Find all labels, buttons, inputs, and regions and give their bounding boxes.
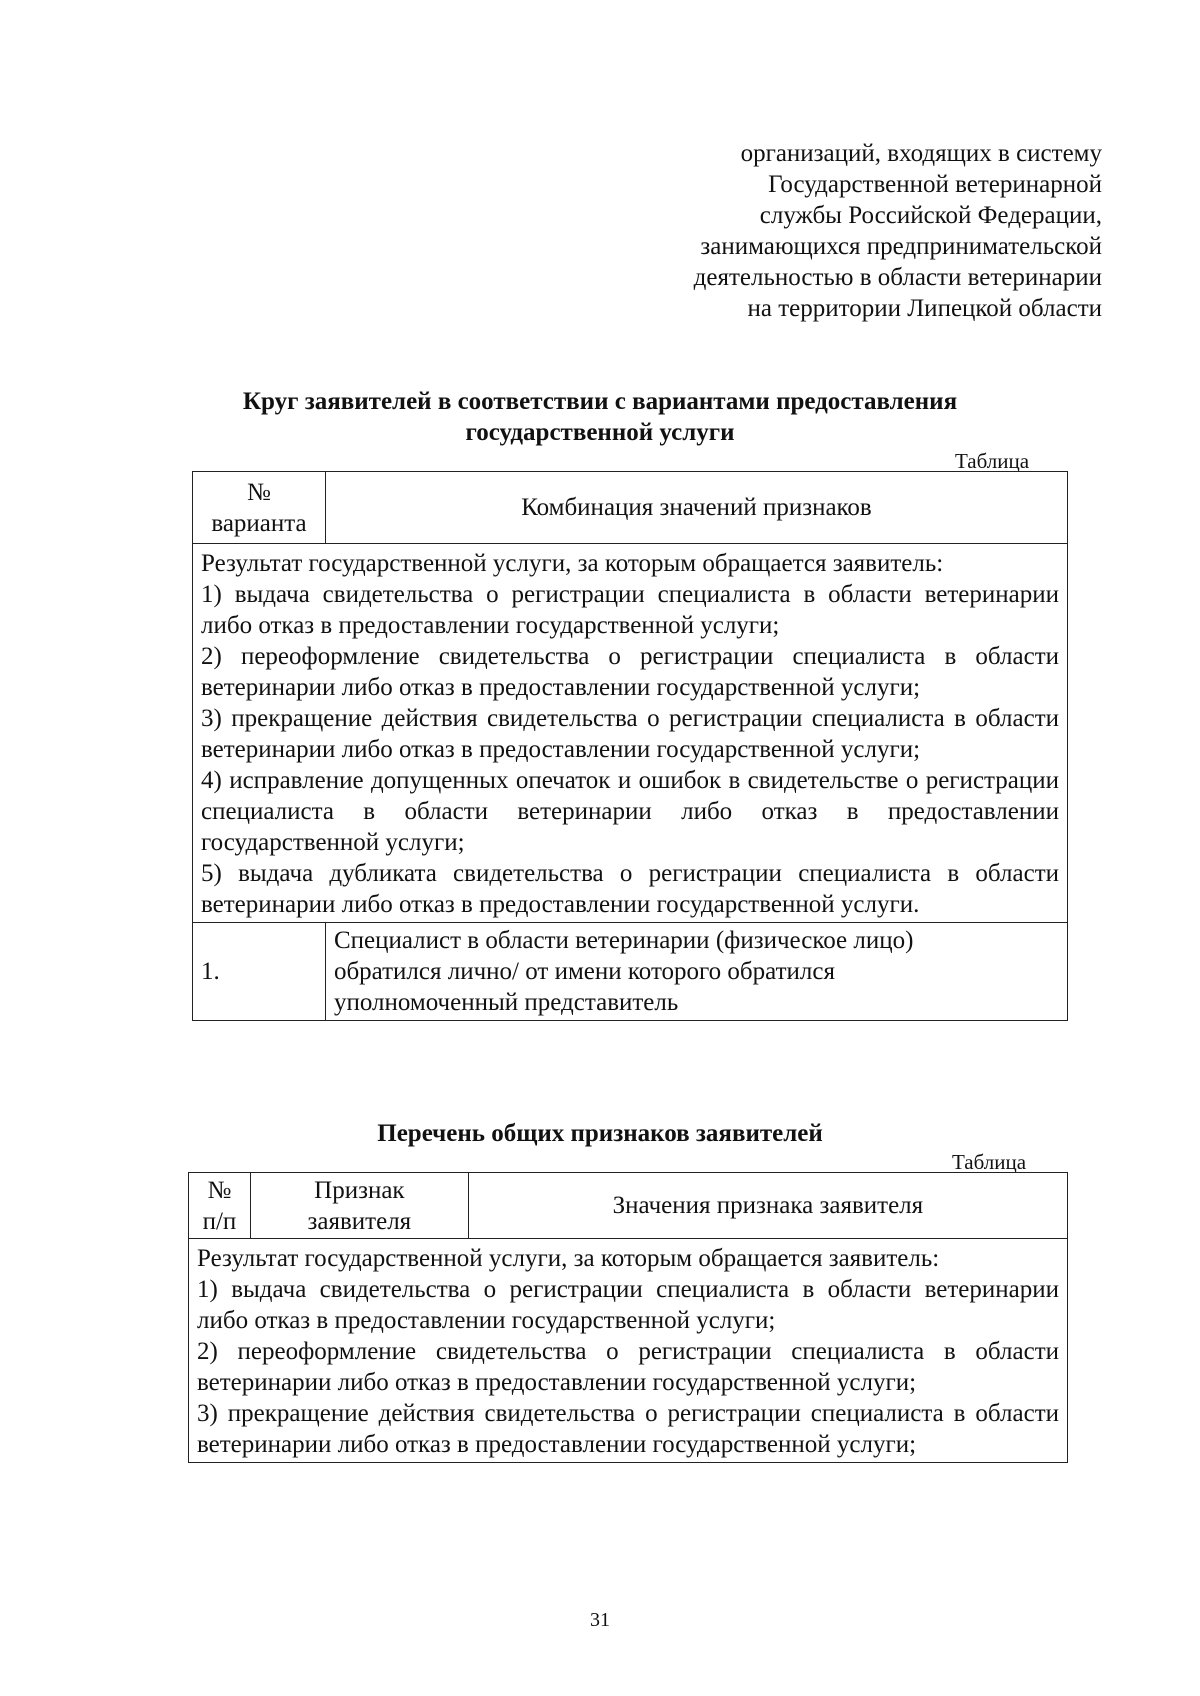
variant-number: 1.: [193, 923, 326, 1021]
col-header-number-line1: №: [207, 1176, 232, 1204]
section1-title: [0, 386, 1200, 448]
result-item: 5) выдача дубликата свидетельства о регистрации специалиста в области ветеринарии либо отказ в предоставлении государственной услуги.: [201, 860, 1059, 918]
header-line: занимающихся предпринимательской: [700, 233, 1102, 260]
header-line: службы Российской Федерации,: [759, 202, 1102, 229]
document-header: [582, 138, 1102, 324]
page-number: 31: [590, 1609, 610, 1631]
table-header-row: [189, 1173, 1068, 1239]
result-item: 2) переоформление свидетельства о регистрации специалиста в области ветеринарии либо отказ в предоставлении государственной услуги;: [197, 1338, 1059, 1396]
result-cell: [193, 544, 1068, 923]
col-header-number-line2: п/п: [202, 1207, 237, 1235]
col-header-variant-line1: №: [247, 478, 271, 506]
result-item: 3) прекращение действия свидетельства о регистрации специалиста в области ветеринарии либо отказ в предоставлении государственной услуги;: [201, 705, 1059, 763]
applicants-variants-table: [192, 471, 1068, 1021]
header-line: организаций, входящих в систему: [740, 140, 1102, 167]
table2-caption: Таблица: [952, 1150, 1027, 1174]
col-header-combination: Комбинация значений признаков: [325, 472, 1067, 544]
col-header-feature-line2: заявителя: [307, 1207, 412, 1235]
result-item: 2) переоформление свидетельства о регистрации специалиста в области ветеринарии либо отказ в предоставлении государственной услуги;: [201, 643, 1059, 701]
section1-title-line2: государственной услуги: [465, 419, 735, 446]
col-header-values: Значения признака заявителя: [468, 1173, 1067, 1239]
col-header-variant-line2: варианта: [211, 509, 307, 537]
variant-combination: Специалист в области ветеринарии (физическое лицо) обратился лично/ от имени которого обратился уполномоченный представитель: [325, 923, 1067, 1021]
result-item: 1) выдача свидетельства о регистрации специалиста в области ветеринарии либо отказ в предоставлении государственной услуги;: [197, 1276, 1059, 1334]
header-line: Государственной ветеринарной: [768, 171, 1102, 198]
result-item: 3) прекращение действия свидетельства о регистрации специалиста в области ветеринарии либо отказ в предоставлении государственной услуги;: [197, 1400, 1059, 1458]
result-row: [189, 1239, 1068, 1463]
header-line: на территории Липецкой области: [747, 295, 1102, 322]
col-header-variant: [193, 472, 326, 544]
result-intro: Результат государственной услуги, за которым обращается заявитель:: [201, 550, 944, 577]
result-item: 1) выдача свидетельства о регистрации специалиста в области ветеринарии либо отказ в предоставлении государственной услуги;: [201, 581, 1059, 639]
table-row: [193, 923, 1068, 1021]
col-header-feature-line1: Признак: [314, 1176, 405, 1204]
result-intro: Результат государственной услуги, за которым обращается заявитель:: [197, 1245, 940, 1272]
table-header-row: [193, 472, 1068, 544]
col-header-feature: [250, 1173, 468, 1239]
table1-caption: Таблица: [955, 449, 1030, 473]
common-features-table: [188, 1172, 1068, 1463]
section1-title-line1: Круг заявителей в соответствии с вариантами предоставления: [242, 388, 958, 415]
section2-title: Перечень общих признаков заявителей: [377, 1120, 823, 1147]
col-header-number: [189, 1173, 251, 1239]
result-cell: [189, 1239, 1068, 1463]
result-item: 4) исправление допущенных опечаток и ошибок в свидетельстве о регистрации специалиста в области ветеринарии либо отказ в предоставлении государственной услуги;: [201, 767, 1059, 856]
header-line: деятельностью в области ветеринарии: [693, 264, 1102, 291]
result-row: [193, 544, 1068, 923]
